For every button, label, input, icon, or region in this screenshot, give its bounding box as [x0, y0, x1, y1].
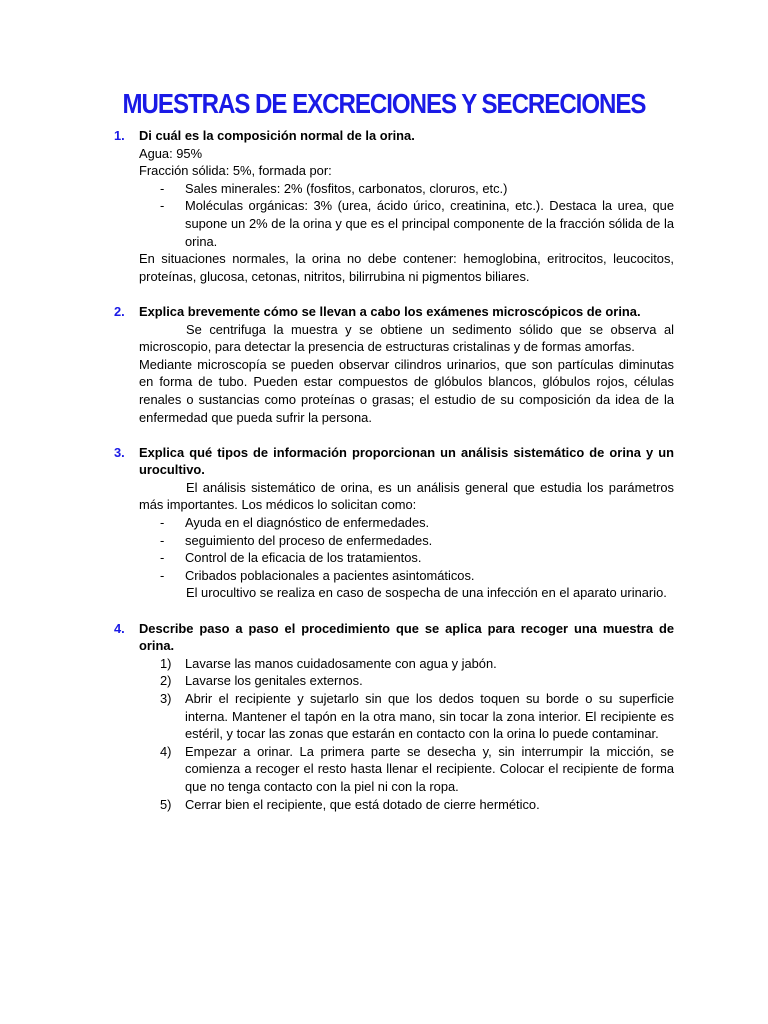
list-item — [139, 532, 674, 550]
list-item-text: Cribados poblacionales a pacientes asintomáticos. — [185, 567, 475, 583]
step-number: 3) — [160, 691, 172, 706]
question-2 — [114, 303, 674, 426]
dash-marker: - — [160, 567, 165, 583]
question-1 — [114, 127, 674, 285]
question-title: Explica qué tipos de información proporcionan un análisis sistemático de orina y un urocultivo. — [139, 444, 674, 478]
question-title: Explica brevemente cómo se llevan a cabo los exámenes microscópicos de orina. — [139, 303, 641, 319]
list-item-text: Sales minerales: 2% (fosfitos, carbonatos, cloruros, etc.) — [185, 180, 508, 196]
dash-marker: - — [160, 515, 165, 531]
step-number: 1) — [160, 655, 172, 671]
step-text: Lavarse los genitales externos. — [185, 673, 363, 689]
list-item-text: Ayuda en el diagnóstico de enfermedades. — [185, 515, 430, 531]
dash-marker: - — [160, 198, 165, 214]
dash-marker: - — [160, 532, 165, 548]
steps-list — [139, 655, 674, 813]
step-text: Empezar a orinar. La primera parte se desecha y, sin interrumpir la micción, se comienza a recoger el resto hasta llenar el recipiente. Colocar el recipiente de forma que no tenga contacto con la piel ni con la ropa. — [185, 743, 674, 794]
step-item — [139, 690, 674, 743]
step-text: Abrir el recipiente y sujetarlo sin que los dedos toquen su borde o su superficie interna. Mantener el tapón en la otra mano, sin tocar la zona interior. El recipiente es estéril, y tocar las zonas que estarán en contacto con la orina lo puede contaminar. — [185, 691, 674, 742]
document-title: MUESTRAS DE EXCRECIONES Y SECRECIONES — [122, 88, 646, 119]
dash-marker: - — [160, 550, 165, 566]
question-title: Describe paso a paso el procedimiento que se aplica para recoger una muestra de orina. — [139, 620, 674, 654]
answer-line: Agua: 95% — [139, 145, 203, 161]
step-item — [139, 672, 674, 690]
list-item-text: Control de la eficacia de los tratamientos. — [185, 550, 422, 566]
step-number: 5) — [160, 796, 172, 812]
dash-list — [139, 514, 674, 584]
answer-paragraph: El urocultivo se realiza en caso de sospecha de una infección en el aparato urinario. — [186, 585, 667, 601]
list-item — [139, 514, 674, 532]
step-text: Lavarse las manos cuidadosamente con agua y jabón. — [185, 655, 497, 671]
document-content — [114, 127, 674, 813]
answer-line: Fracción sólida: 5%, formada por: — [139, 163, 332, 179]
list-item — [139, 180, 674, 198]
step-number: 4) — [160, 743, 172, 759]
list-item-text: seguimiento del proceso de enfermedades. — [185, 532, 433, 548]
question-number: 1. — [114, 128, 125, 143]
list-item — [139, 549, 674, 567]
answer-paragraph: El análisis sistemático de orina, es un análisis general que estudia los parámetros más importantes. Los médicos lo solicitan como: — [139, 479, 674, 513]
step-text: Cerrar bien el recipiente, que está dotado de cierre hermético. — [185, 796, 540, 812]
list-item-text: Moléculas orgánicas: 3% (urea, ácido úrico, creatinina, etc.). Destaca la urea, que supone un 2% de la orina y que es el principal componente de la fracción sólida de la orina. — [185, 198, 674, 249]
question-title: Di cuál es la composición normal de la orina. — [139, 128, 415, 143]
step-item — [139, 743, 674, 796]
step-item — [139, 796, 674, 814]
dash-list — [139, 180, 674, 250]
question-4 — [114, 620, 674, 814]
list-item — [139, 567, 674, 585]
list-item — [139, 197, 674, 250]
answer-paragraph: Mediante microscopía se pueden observar cilindros urinarios, que son partículas diminutas en forma de tubo. Pueden estar compuestos de glóbulos blancos, glóbulos rojos, células renales o sustancias como proteínas o grasas; el estudio de su composición da idea de la enfermedad que pueda sufrir la persona. — [139, 356, 674, 425]
question-3 — [114, 444, 674, 602]
step-item — [139, 655, 674, 673]
question-number: 2. — [114, 303, 125, 319]
dash-marker: - — [160, 180, 165, 196]
step-number: 2) — [160, 673, 172, 689]
answer-paragraph: Se centrifuga la muestra y se obtiene un sedimento sólido que se observa al microscopio, para detectar la presencia de estructuras cristalinas y de formas amorfas. — [139, 321, 674, 355]
answer-paragraph: En situaciones normales, la orina no debe contener: hemoglobina, eritrocitos, leucocitos, proteínas, glucosa, cetonas, nitritos, bilirrubina ni pigmentos biliares. — [139, 251, 674, 284]
question-number: 3. — [114, 444, 125, 460]
question-number: 4. — [114, 620, 125, 636]
